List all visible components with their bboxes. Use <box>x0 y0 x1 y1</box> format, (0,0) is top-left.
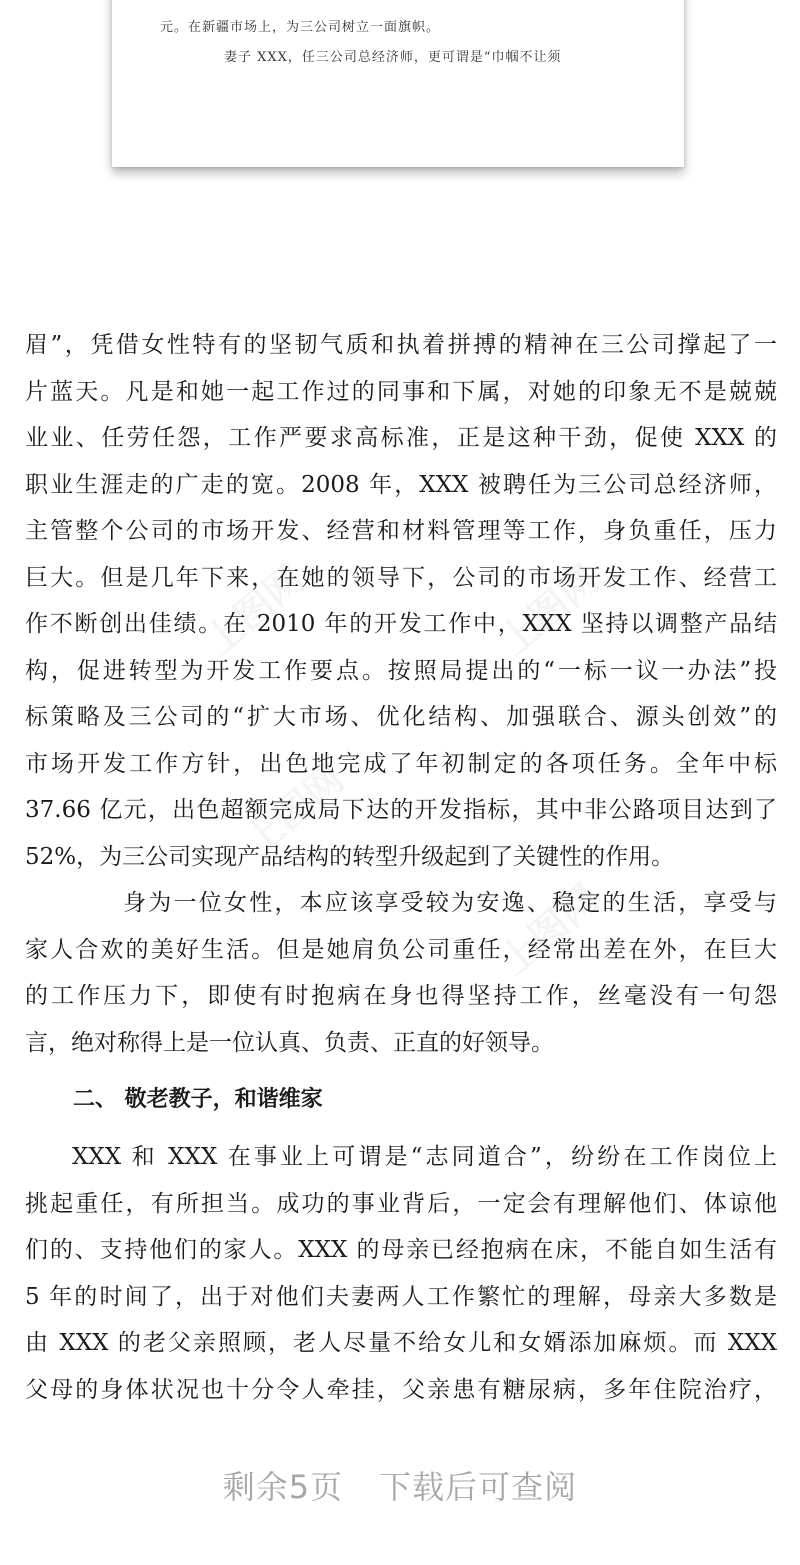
text-line: 们的、支持他们的家人。XXX 的母亲已经抱病在床，不能自如生活有 <box>25 1237 777 1263</box>
text-line: 52%，为三公司实现产品结构的转型升级起到了关键性的作用。 <box>25 843 675 870</box>
text-line: 眉”，凭借女性特有的坚韧气质和执着拼搏的精神在三公司撑起了一 <box>25 332 777 358</box>
text-line: 市场开发工作方针，出色地完成了年初制定的各项任务。全年中标 <box>25 750 777 777</box>
text-line: 构，促进转型为开发工作要点。按照局提出的“一标一议一办法”投 <box>25 657 777 684</box>
paragraph-2 <box>25 880 777 1066</box>
document-body <box>25 322 777 1413</box>
text-line: 职业生涯走的广走的宽。2008 年，XXX 被聘任为三公司总经济师， <box>25 471 777 498</box>
text-line: 身为一位女性，本应该享受较为安逸、稳定的生活，享受与 <box>123 890 777 916</box>
text-line: 的工作压力下，即使有时抱病在身也得坚持工作，丝毫没有一句怨 <box>25 983 777 1009</box>
text-line: 家人合欢的美好生活。但是她肩负公司重任，经常出差在外，在巨大 <box>25 936 777 963</box>
previous-page-preview <box>112 0 684 167</box>
preview-line: 妻子 XXX，任三公司总经济师，更可谓是“巾帼不让须 <box>224 50 562 65</box>
section-heading: 二、 敬老教子，和谐维家 <box>73 1087 323 1112</box>
remaining-pages-banner[interactable] <box>0 1462 800 1508</box>
text-line: 由 XXX 的老父亲照顾，老人尽量不给女儿和女婿添加麻烦。而 XXX <box>25 1330 777 1356</box>
text-line: 5 年的时间了，出于对他们夫妻两人工作繁忙的理解，母亲大多数是 <box>25 1283 777 1310</box>
text-line: XXX 和 XXX 在事业上可谓是“志同道合”，纷纷在工作岗位上 <box>72 1144 777 1170</box>
text-line: 作不断创出佳绩。在 2010 年的开发工作中，XXX 坚持以调整产品结 <box>25 611 777 637</box>
text-line: 标策略及三公司的“扩大市场、优化结构、加强联合、源头创效”的 <box>25 704 777 730</box>
remaining-pages-count: 剩余5页 <box>222 1468 344 1506</box>
download-hint: 下载后可查阅 <box>379 1468 578 1506</box>
text-line: 挑起重任，有所担当。成功的事业背后，一定会有理解他们、体谅他 <box>25 1190 777 1217</box>
text-line: 言，绝对称得上是一位认真、负责、正直的好领导。 <box>25 1029 554 1056</box>
text-line: 巨大。但是几年下来，在她的领导下，公司的市场开发工作、经营工 <box>25 564 777 591</box>
text-line: 37.66 亿元，出色超额完成局下达的开发指标，其中非公路项目达到了 <box>25 797 777 823</box>
text-line: 业业、任劳任怨，工作严要求高标准，正是这种干劲，促使 XXX 的 <box>25 425 777 451</box>
preview-line: 元。在新疆市场上，为三公司树立一面旗帜。 <box>160 20 441 35</box>
text-line: 父母的身体状况也十分令人牵挂，父亲患有糖尿病，多年住院治疗， <box>25 1376 777 1403</box>
paragraph-3 <box>25 1134 777 1413</box>
paragraph-1 <box>25 322 777 880</box>
text-line: 主管整个公司的市场开发、经营和材料管理等工作，身负重任，压力 <box>25 518 777 544</box>
text-line: 片蓝天。凡是和她一起工作过的同事和下属，对她的印象无不是兢兢 <box>25 378 777 405</box>
